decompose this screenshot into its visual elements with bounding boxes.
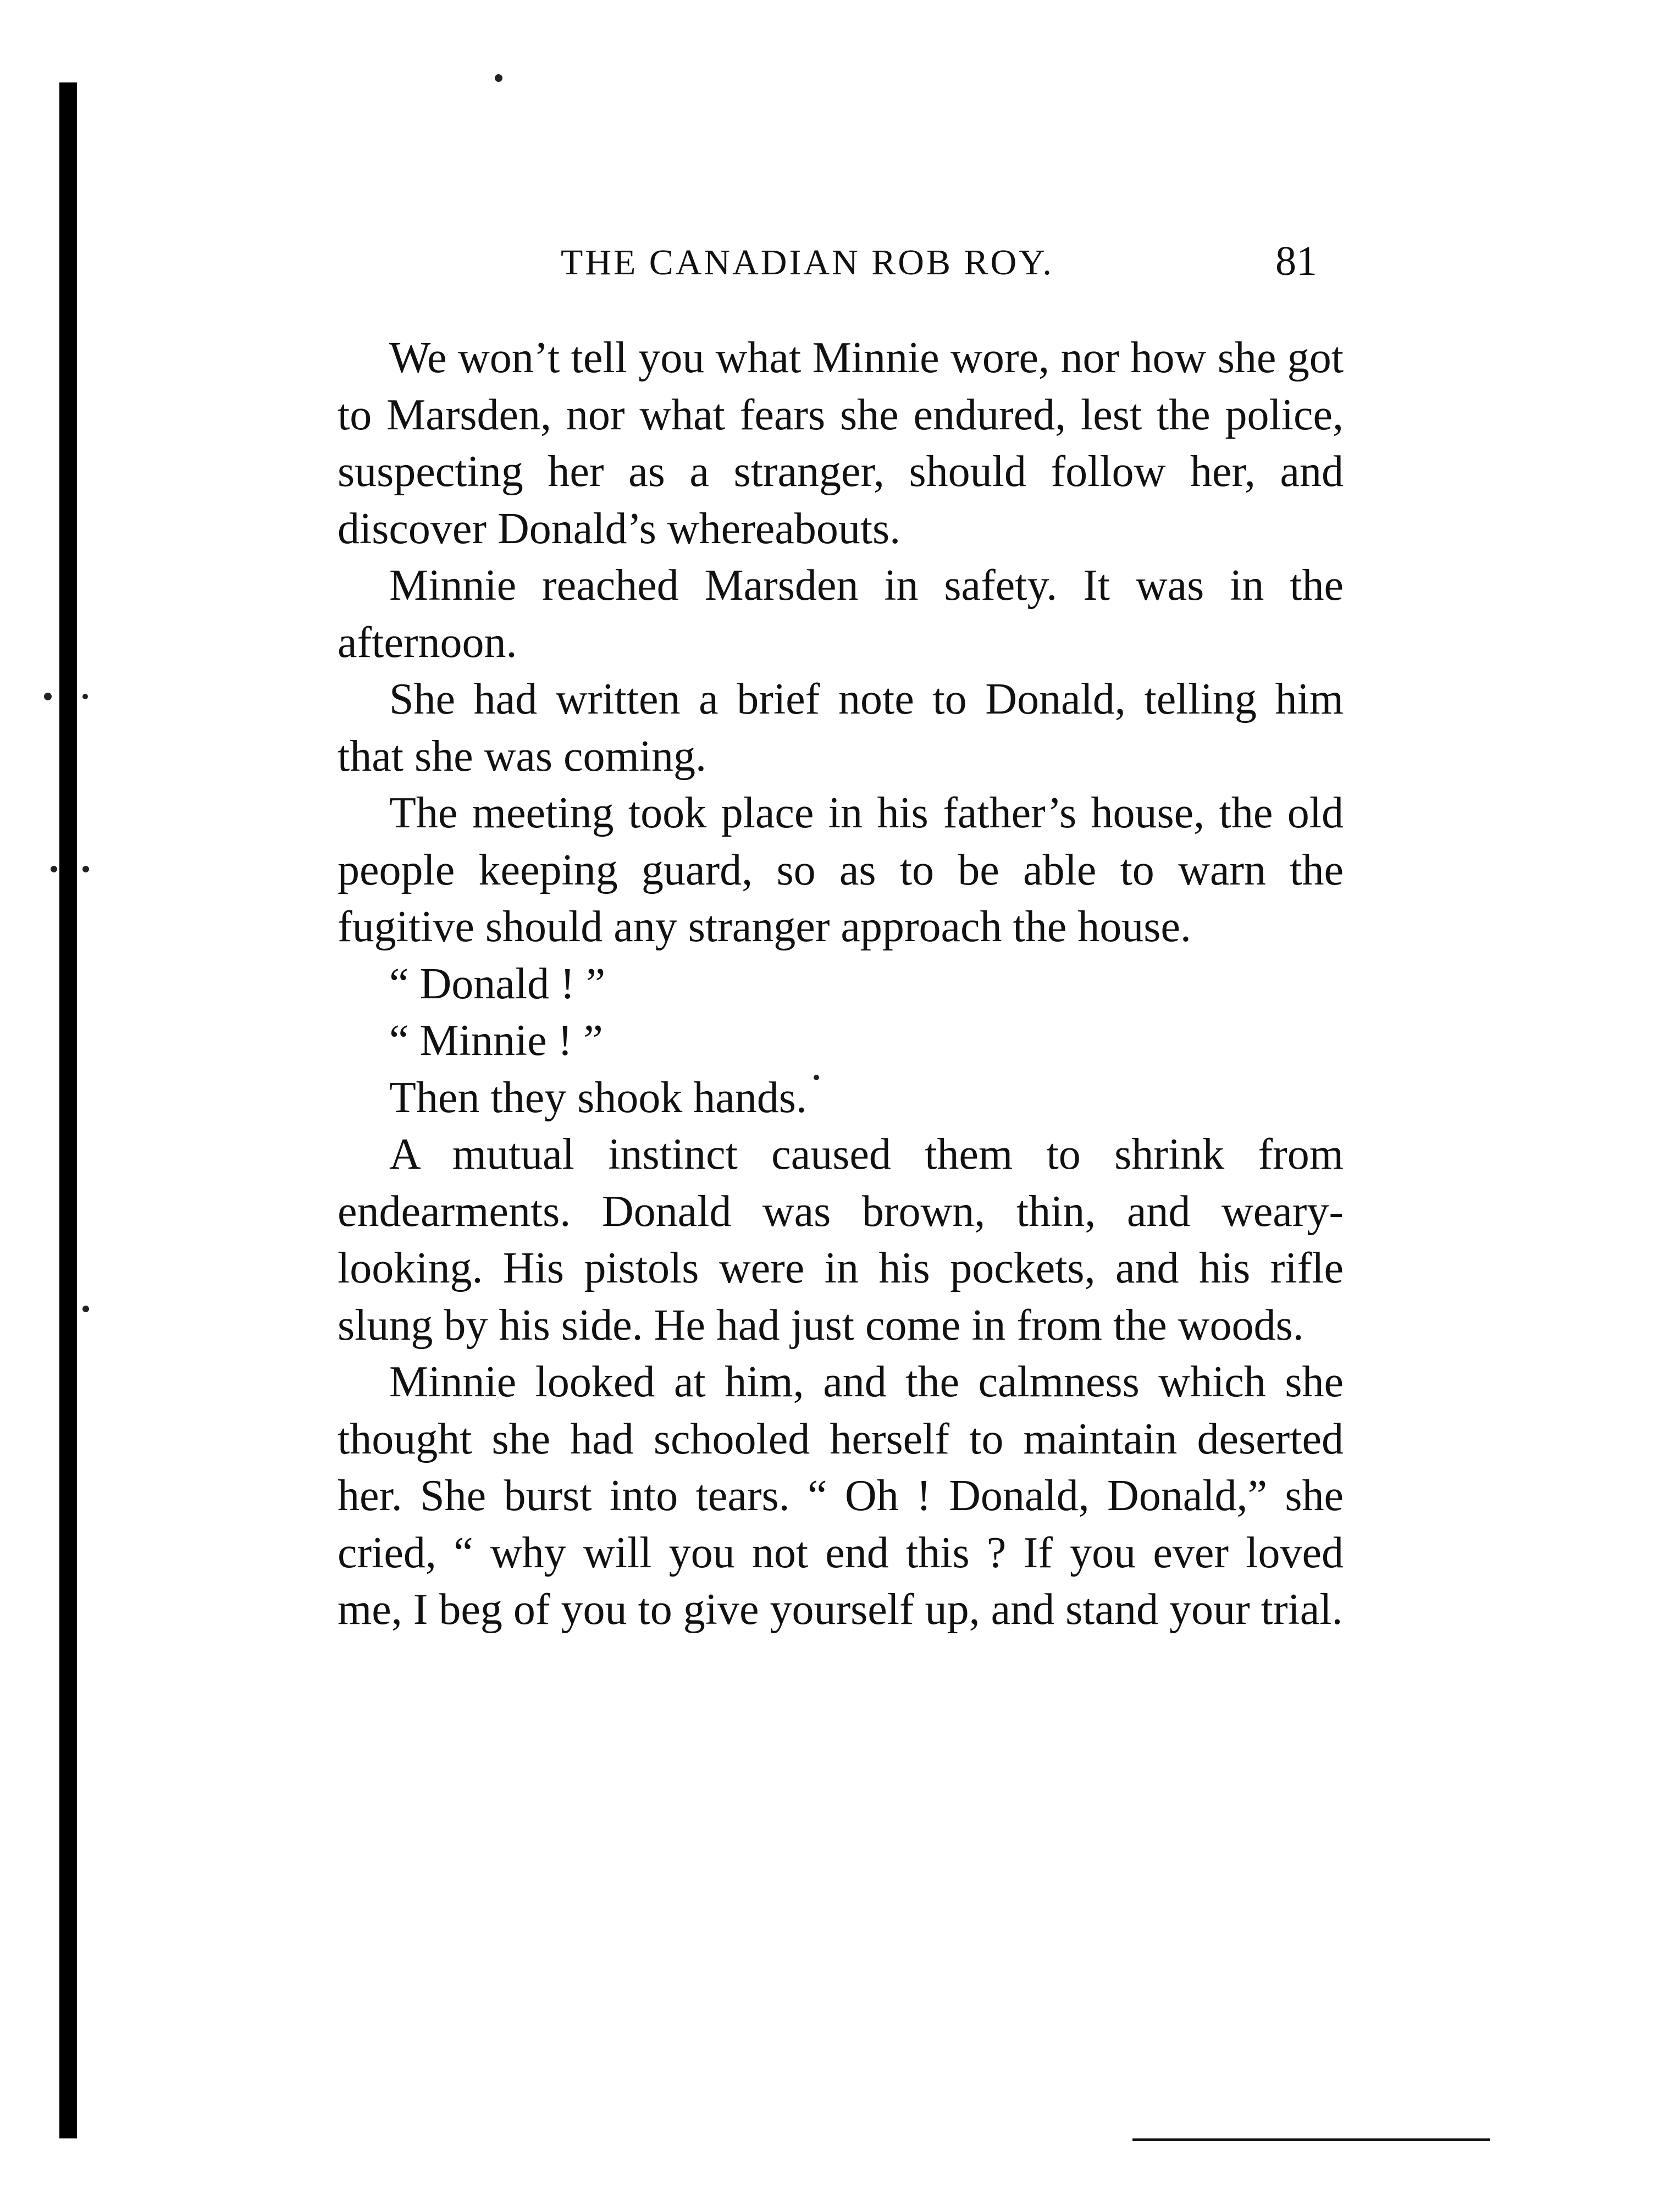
page-number: 81: [1275, 238, 1317, 284]
scan-speck: [44, 693, 52, 700]
scan-speck: [495, 74, 502, 82]
scan-speck: [82, 866, 89, 872]
bottom-rule: [1132, 2138, 1490, 2141]
paragraph: Minnie looked at him, and the calmness which she thought she had schooled herself to maintain deserted her. She burst into tears. “ Oh ! Donald, Donald,” she cried, “ why will you not end this ? If you ever loved me, I beg of you to give yourself up, and stand your trial.: [338, 1358, 1344, 1634]
scan-speck: [82, 1306, 89, 1312]
paragraph: Then they shook hands.: [389, 1073, 807, 1122]
running-title: THE CANADIAN ROB ROY.: [561, 242, 1054, 283]
paragraph: She had written a brief note to Donald, telling him that she was coming.: [338, 675, 1344, 781]
dialogue-line: “ Minnie ! ”: [389, 1016, 603, 1065]
binding-shadow: [59, 82, 77, 2138]
paragraph: The meeting took place in his father’s house, the old people keeping guard, so as to be able to warn the fugitive should any stranger approach the house.: [338, 789, 1344, 951]
paragraph: Minnie reached Marsden in safety. It was in the afternoon.: [338, 561, 1344, 667]
dialogue-line: “ Donald ! ”: [389, 959, 606, 1008]
paragraph: A mutual instinct caused them to shrink from endearments. Donald was brown, thin, and weary-looking. His pistols were in his pockets, and his rifle slung by his side. He had just come in from the woods.: [338, 1130, 1344, 1350]
scan-speck: [51, 866, 57, 872]
paragraph: We won’t tell you what Minnie wore, nor how she got to Marsden, nor what fears she endured, lest the police, suspecting her as a stranger, should follow her, and discover Donald’s whereabouts.: [338, 334, 1344, 553]
body-text: [338, 330, 1344, 1639]
scan-speck: [82, 694, 88, 699]
